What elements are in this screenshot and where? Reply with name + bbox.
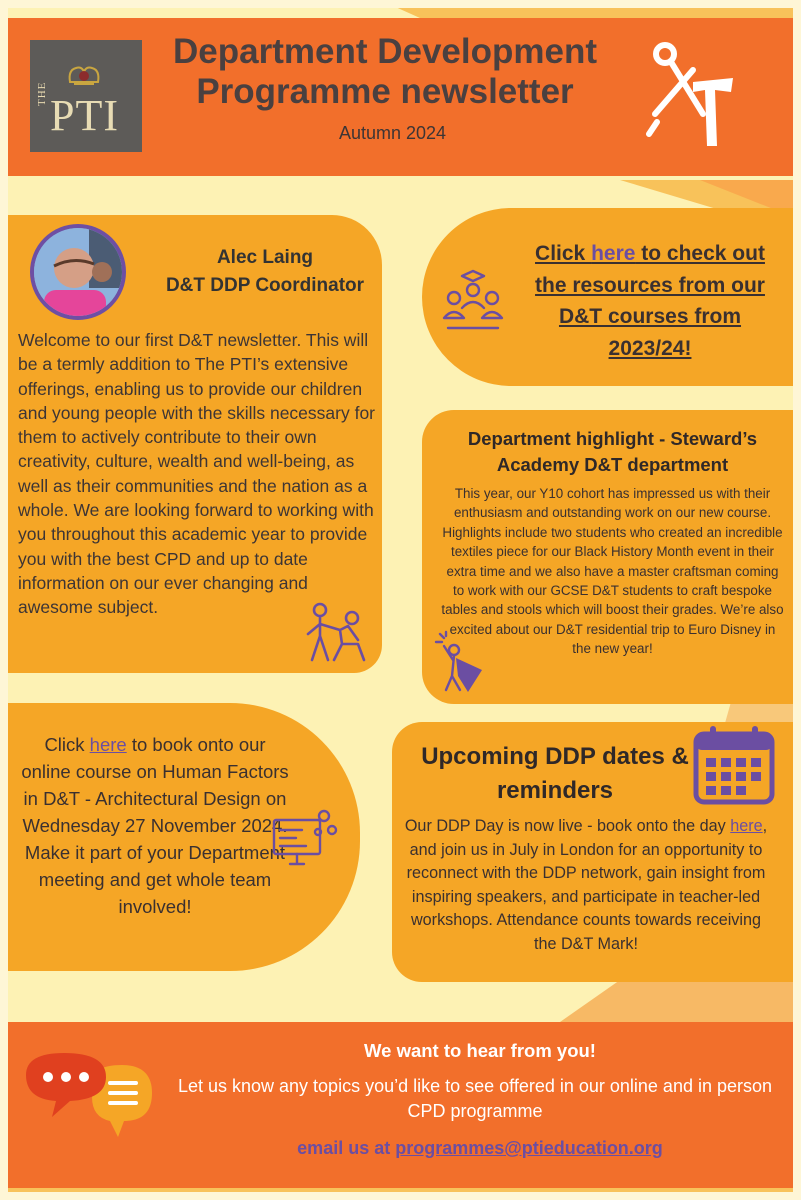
resources-suffix: to check out the resources from our D&T courses from 2023/24! [535, 242, 765, 360]
email-link[interactable]: programmes@ptieducation.org [395, 1138, 663, 1158]
dates-title: Upcoming DDP dates & reminders [421, 743, 689, 804]
page-subtitle: Autumn 2024 [338, 123, 447, 143]
avatar [30, 224, 126, 320]
scissors-hammer-icon [645, 34, 740, 154]
resources-prefix: Click [535, 242, 592, 265]
footer-text: Let us know any topics you’d like to see offered in our online and in person CPD programme [177, 1076, 773, 1121]
helping-people-icon [300, 600, 370, 664]
dates-text [400, 815, 772, 956]
pti-logo [30, 40, 142, 152]
resources-link-text [520, 238, 780, 364]
welcome-text: Welcome to our first D&T newsletter. This will be a termly addition to The PTI’s extensive offerings, enabling us to provide our children and young people with the skills necessary for them to actively contribute to their own creativity, culture, wealth and well-being, as well as their communities and the nation as a whole. We are looking forward to working with you throughout this academic year to provide you with the best CPD and up to date information on our ever changing and awesome subject. [18, 330, 376, 618]
computer-gear-icon [272, 806, 340, 868]
logo-prefix: THE [36, 81, 48, 106]
chat-bubbles-icon [22, 1045, 157, 1145]
footer-title: We want to hear from you! [364, 1040, 596, 1061]
dates-here-link[interactable]: here [730, 817, 763, 835]
footer-email [190, 1138, 770, 1159]
resources-here-link[interactable]: here [591, 242, 636, 265]
logo-text: PTI [50, 91, 119, 140]
coordinator-heading [140, 244, 390, 300]
dates-prefix: Our DDP Day is now live - book onto the day [404, 817, 731, 835]
coordinator-role: D&T DDP Coordinator [165, 275, 365, 296]
course-suffix: to book onto our online course on Human Factors in D&T - Architectural Design on Wednesday 27 November 2024. Make it part of your Department meeting and get whole team involved! [21, 734, 289, 917]
course-text [20, 731, 290, 920]
calendar-icon [692, 724, 776, 806]
highlight-title: Department highlight - Steward’s Academy D&T department [467, 428, 758, 475]
page-title [150, 32, 620, 112]
title-line-2: Programme newsletter [196, 72, 574, 111]
course-here-link[interactable]: here [89, 734, 127, 755]
superhero-icon [432, 630, 492, 696]
email-prefix: email us at [297, 1138, 396, 1158]
coordinator-name: Alec Laing [216, 247, 314, 268]
highlight-text: This year, our Y10 cohort has impressed us with their enthusiasm and outstanding work on our new course. Highlights include two students who created an incredible textiles piece for our Black History Month event in their extra time and we also have a master craftsman coming to work with our GCSE D&T students to craft bespoke tables and stools which will boost their grades. We’re also excited about our D&T residential trip to Euro Disney in the new year! [441, 486, 784, 657]
crest-icon [64, 62, 104, 90]
course-prefix: Click [44, 734, 90, 755]
dates-suffix: , and join us in July in London for an opportunity to reconnect with the DDP network, gain insight from inspiring speakers, and participate in teacher-led workshops. Attendance counts towards receiving the D&T Mark! [406, 817, 768, 953]
title-line-1: Department Development [173, 32, 597, 71]
graduates-icon [440, 268, 506, 332]
